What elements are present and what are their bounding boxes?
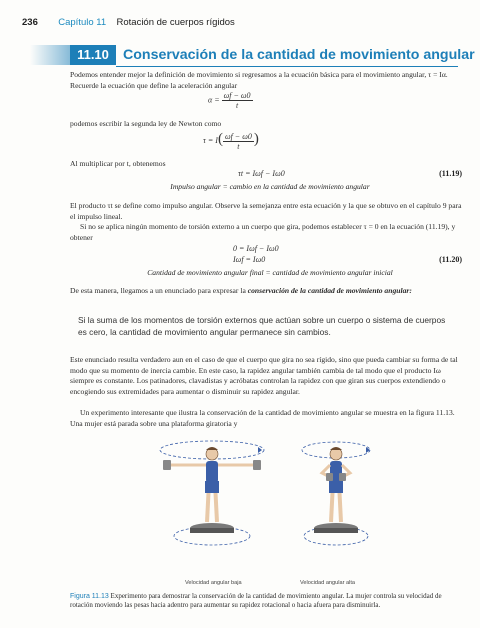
equation-11-19: τt = Iωf − Iω0 bbox=[238, 169, 285, 178]
figure-caption-text: Experimento para demostrar la conservación de la cantidad de movimiento angular. La mujer controla su velocidad de rotación moviendo las pesas hacia adentro para aumentar su rapidez rotacional o hacia afuera para disminuirla. bbox=[70, 592, 442, 609]
equation-tau: τ = I( $\frac{\omega f - \omega 0}{t}$ ) bbox=[203, 131, 259, 151]
equation-11-20-number: (11.20) bbox=[439, 255, 462, 264]
conservation-lead-text: De esta manera, llegamos a un enunciado para expresar la bbox=[70, 286, 246, 295]
running-header bbox=[22, 17, 235, 31]
rotating-platform-figure bbox=[150, 432, 400, 576]
page-number: 236 bbox=[22, 17, 38, 28]
rotation-arrowhead-left bbox=[258, 447, 262, 453]
paragraph-conservation-lead bbox=[70, 286, 462, 297]
figure-left-slow bbox=[160, 441, 264, 545]
turntable-base-left bbox=[190, 528, 234, 533]
section-rule bbox=[116, 66, 458, 67]
section-bar-fade bbox=[30, 45, 72, 65]
figure-caption bbox=[70, 592, 462, 610]
paragraph-intro: Podemos entender mejor la definición de movimiento si regresamos a la ecuación básica para el movimiento angular, τ = Iα. Recuerde la ecuación que define la aceleración angular bbox=[70, 70, 448, 90]
equation-11-20-a: 0 = Iωf − Iω0 bbox=[233, 244, 279, 253]
woman-shorts-left bbox=[205, 481, 219, 493]
tau-lhs: τ = I bbox=[203, 136, 218, 145]
dumbbell-icon bbox=[339, 473, 346, 481]
equation-11-20-b: Iωf = Iω0 bbox=[233, 255, 266, 264]
dumbbell-icon bbox=[163, 460, 171, 470]
figure-caption-label: Figura 11.13 bbox=[70, 593, 109, 600]
paragraph-no-torque: Si no se aplica ningún momento de torsión externo a un cuerpo que gira, podemos establecer τ = 0 en la ecuación (11.19), y obtener bbox=[70, 222, 456, 242]
tau-fraction bbox=[223, 132, 254, 151]
woman-shorts-right bbox=[329, 481, 343, 493]
section-title: Conservación de la cantidad de movimiento angular bbox=[123, 47, 475, 63]
chapter-title: Rotación de cuerpos rígidos bbox=[116, 17, 235, 28]
dumbbell-icon bbox=[253, 460, 261, 470]
section-number-badge: 11.10 bbox=[70, 45, 116, 65]
figure-label-slow: Velocidad angular baja bbox=[185, 580, 242, 586]
paragraph-experiment: Un experimento interesante que ilustra la conservación de la cantidad de movimiento angular se muestra en la figura 11.13. Una mujer está parada sobre una plataforma giratoria y bbox=[70, 408, 455, 428]
rotation-arrowhead-right bbox=[366, 447, 370, 453]
woman-hair-right bbox=[330, 447, 342, 450]
conservation-term: conservación de la cantidad de movimiento angular: bbox=[247, 286, 412, 295]
alpha-fraction bbox=[222, 91, 253, 110]
equation-11-19-caption: Impulso angular = cambio en la cantidad de movimiento angular bbox=[170, 182, 370, 191]
paragraph-nonrigid: Este enunciado resulta verdadero aun en el caso de que el cuerpo que gira no sea rígido, sino que pueda cambiar su forma de tal modo que su momento de inercia cambie. En este caso, la rapidez angular también cambia de tal modo que el producto Iω siempre es constante. Los patinadores, clavadistas y acróbatas controlan la rapidez con que giran sus cuerpos extendiendo o encogiendo sus extremidades para aumentar o disminuir su rapidez angular. bbox=[70, 355, 458, 396]
figure-right-fast bbox=[302, 442, 370, 545]
alpha-lhs: α = bbox=[208, 95, 220, 105]
paragraph-impulse: El producto τt se define como impulso angular. Observe la semejanza entre esta ecuación y la que se obtuvo en el capítulo 9 para el impulso lineal. bbox=[70, 201, 462, 221]
figure-label-fast: Velocidad angular alta bbox=[300, 580, 356, 586]
woman-torso-left bbox=[206, 461, 218, 483]
chapter-label: Capítulo 11 bbox=[58, 17, 107, 28]
paragraph-multiply: Al multiplicar por t, obtenemos bbox=[70, 159, 166, 168]
conservation-statement: Si la suma de los momentos de torsión externos que actúan sobre un cuerpo o sistema de cuerpos es cero, la cantidad de movimiento angular permanece sin cambios. bbox=[78, 315, 446, 338]
dumbbell-icon bbox=[326, 473, 333, 481]
alpha-denominator: t bbox=[235, 101, 239, 110]
equation-11-19-number: (11.19) bbox=[439, 169, 462, 178]
tau-numerator: ωf − ω0 bbox=[224, 131, 252, 141]
equation-alpha bbox=[208, 91, 253, 110]
tau-denominator: t bbox=[237, 141, 240, 151]
alpha-numerator: ωf − ω0 bbox=[223, 91, 251, 100]
paragraph-newton: podemos escribir la segunda ley de Newton como bbox=[70, 119, 222, 128]
turntable-base-right bbox=[314, 528, 358, 533]
woman-hair-left bbox=[206, 447, 218, 450]
equation-11-20-caption: Cantidad de movimiento angular final = cantidad de movimiento angular inicial bbox=[147, 268, 393, 277]
